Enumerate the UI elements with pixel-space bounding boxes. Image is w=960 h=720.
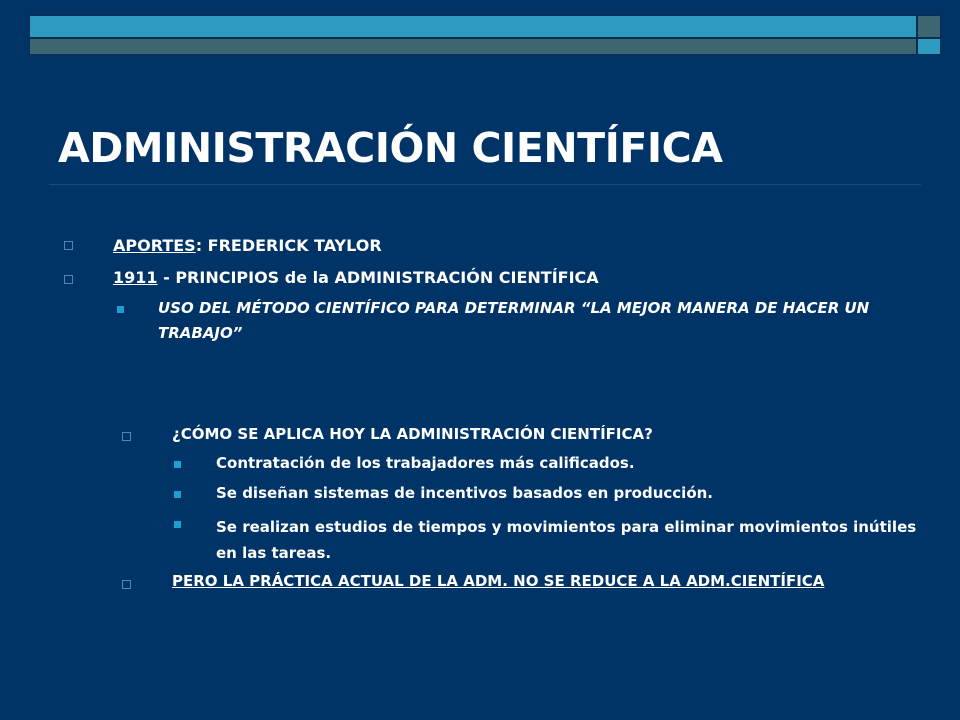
filled-square-bullet-icon xyxy=(174,461,181,468)
hollow-square-bullet-icon xyxy=(64,241,73,250)
bullet-aportes-text: : FREDERICK TAYLOR xyxy=(195,236,382,255)
corner-square-bottom xyxy=(917,38,941,55)
bullet-1911-underlined: 1911 xyxy=(113,268,158,287)
hollow-square-bullet-icon xyxy=(122,432,131,441)
title-divider xyxy=(49,184,921,185)
header-band-top xyxy=(29,15,917,38)
answer-item: Contratación de los trabajadores más calificados. xyxy=(216,454,635,472)
hollow-square-bullet-icon xyxy=(64,275,73,284)
header-band-bottom xyxy=(29,38,917,55)
subbullet-metodo-cientifico: USO DEL MÉTODO CIENTÍFICO PARA DETERMINAR “LA MEJOR MANERA DE HACER UN TRABAJO” xyxy=(158,299,870,342)
bullet-aportes-underlined: APORTES xyxy=(113,236,196,255)
hollow-square-bullet-icon xyxy=(122,580,131,589)
header-decoration-band xyxy=(29,15,941,55)
slide-title: ADMINISTRACIÓN CIENTÍFICA xyxy=(58,124,723,172)
filled-square-bullet-icon xyxy=(174,521,181,528)
bullet-aportes xyxy=(113,236,382,255)
bullet-1911-text: - PRINCIPIOS de la ADMINISTRACIÓN CIENTÍFICA xyxy=(157,268,599,287)
filled-square-bullet-icon xyxy=(174,491,181,498)
question-heading: ¿CÓMO SE APLICA HOY LA ADMINISTRACIÓN CIENTÍFICA? xyxy=(172,425,653,443)
conclusion-text: PERO LA PRÁCTICA ACTUAL DE LA ADM. NO SE REDUCE A LA ADM.CIENTÍFICA xyxy=(172,572,825,590)
answer-item: Se realizan estudios de tiempos y movimientos para eliminar movimientos inútiles en las tareas. xyxy=(216,518,917,562)
filled-square-bullet-icon xyxy=(117,306,124,313)
bullet-1911 xyxy=(113,268,599,287)
answer-item: Se diseñan sistemas de incentivos basados en producción. xyxy=(216,484,714,502)
corner-square-top xyxy=(917,15,941,38)
